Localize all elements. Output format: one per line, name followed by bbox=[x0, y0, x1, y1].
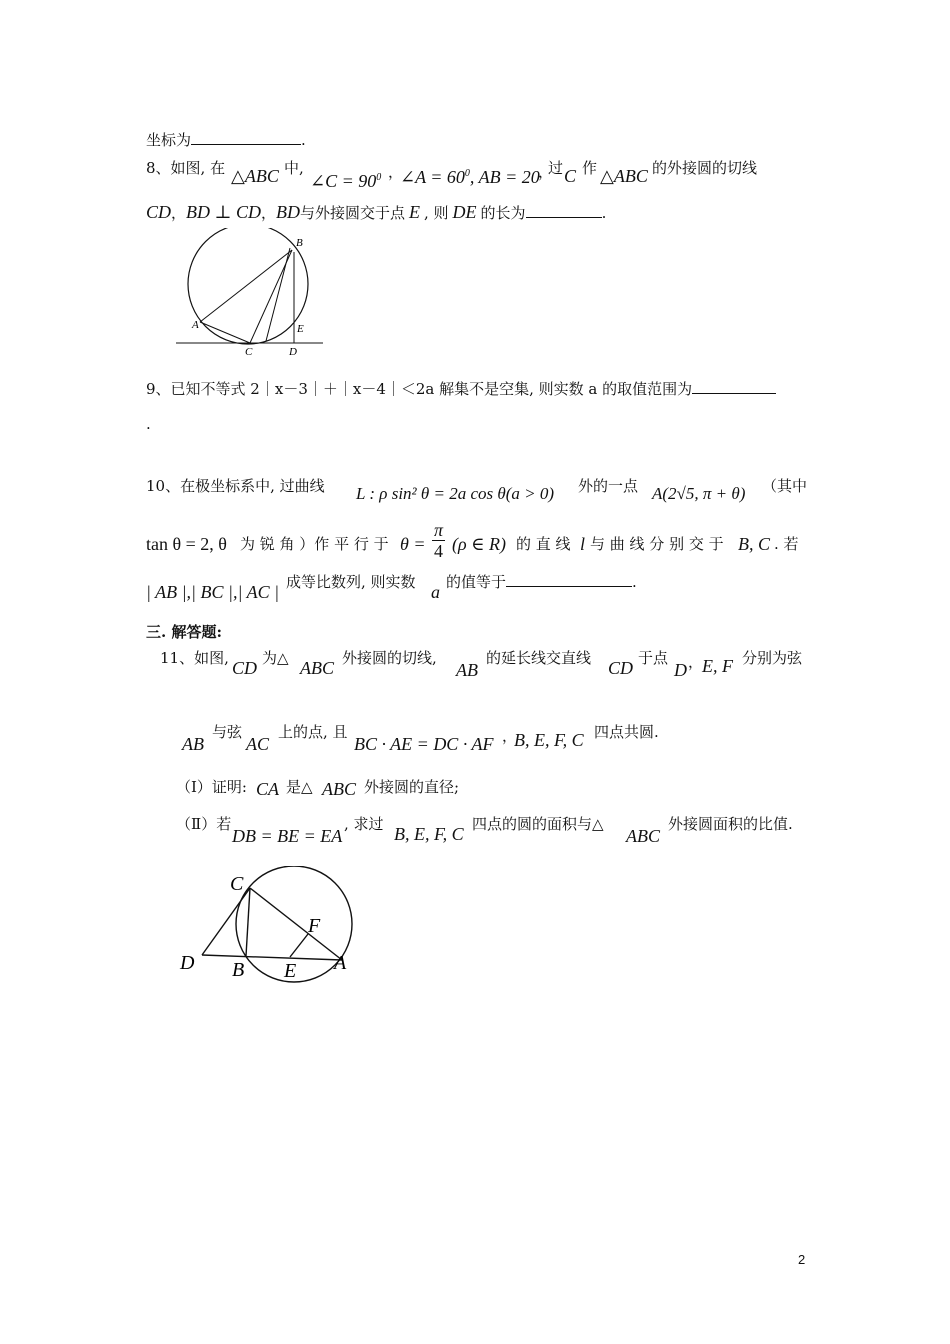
answer-blank-q9[interactable] bbox=[692, 379, 776, 394]
q10-points-bc: B, C bbox=[738, 534, 771, 554]
label-b: B bbox=[296, 237, 303, 249]
q10-theta-eq: θ = bbox=[400, 534, 426, 554]
q10-paren: （其中 bbox=[762, 477, 808, 495]
q11-cd: CD bbox=[232, 658, 258, 678]
q11-abc: ABC bbox=[300, 658, 334, 678]
label-c: C bbox=[245, 346, 253, 358]
segment-ba bbox=[200, 250, 292, 322]
q11-points: 上的点, 且 bbox=[278, 723, 348, 741]
q11-befc: B, E, F, C bbox=[514, 730, 584, 750]
label-f: F bbox=[308, 915, 321, 937]
q10-value-line: 的值等于 . bbox=[446, 573, 637, 591]
q10-meets: 与 曲 线 分 别 交 于 bbox=[590, 535, 724, 553]
q11-is2: 是△ bbox=[286, 778, 313, 796]
q11-diameter: 外接圆的直径; bbox=[364, 778, 460, 796]
q8-point-c: C bbox=[564, 166, 577, 186]
label-d: D bbox=[289, 346, 297, 358]
q11-and: 与弦 bbox=[212, 723, 243, 741]
q8-tangent-text: 的外接圆的切线 bbox=[652, 159, 758, 177]
q8-triangle-abc: △ABC bbox=[231, 166, 279, 186]
q11-ratio2: 外接圆面积的比值. bbox=[668, 815, 793, 833]
q10-line2 bbox=[146, 534, 227, 555]
q11-befc-2: B, E, F, C bbox=[394, 824, 464, 844]
q11-ab: AB bbox=[456, 660, 478, 680]
q10-abs-values: | AB |,| BC |,| AC | bbox=[146, 582, 280, 602]
q10-curve: L : ρ sin² θ = 2a cos θ(a > 0) bbox=[356, 484, 555, 503]
q8-angle-a: ∠A = $60^0$, AB = 20 bbox=[400, 167, 540, 187]
q10-acute: 为 锐 角 ）作 平 行 于 bbox=[240, 535, 389, 553]
q11-ab-2: AB bbox=[182, 734, 204, 754]
label-c: C bbox=[230, 873, 244, 895]
segment-be bbox=[266, 248, 290, 341]
q11-at: 于点 bbox=[638, 649, 669, 667]
q8-make: 作 bbox=[582, 159, 598, 177]
page-number: 2 bbox=[798, 1252, 806, 1267]
q10-point-a: A(2√5, π + θ) bbox=[652, 484, 746, 503]
q11-part2-label: （Ⅱ）若 bbox=[176, 815, 232, 833]
answer-blank-q8[interactable] bbox=[526, 203, 602, 218]
q8-angle-c: ∠C = $90^0$ bbox=[310, 171, 382, 191]
q10-outside: 外的一点 bbox=[578, 477, 639, 495]
q8-mid-text: 中, bbox=[284, 159, 304, 177]
q10-a: a bbox=[431, 582, 440, 602]
answer-blank-q10[interactable] bbox=[506, 572, 632, 587]
q11-concyclic: 四点共圆. bbox=[594, 723, 659, 741]
q11-part1-label: （Ⅰ）证明: bbox=[176, 778, 247, 796]
q11-cd-2: CD bbox=[608, 658, 634, 678]
q8-de: DE bbox=[452, 202, 477, 222]
q9-line bbox=[146, 379, 776, 399]
q9-text: 9、已知不等式 2｜x－3｜＋｜x－4｜＜2a 解集不是空集, 则实数 a 的取值范围为 bbox=[146, 380, 693, 398]
label-d: D bbox=[180, 952, 195, 974]
q8-cd: CD bbox=[146, 202, 172, 222]
q8-bd-perp-cd: BD ⊥ CD bbox=[186, 202, 261, 222]
label-b: B bbox=[232, 959, 245, 981]
q7-tail-end: . bbox=[301, 131, 306, 149]
q8-number: 8、如图, 在 bbox=[146, 159, 226, 177]
q10-line-text: 的 直 线 bbox=[516, 535, 571, 553]
q11-ratio: 四点的圆的面积与△ bbox=[472, 815, 604, 833]
figure-circle-abc bbox=[170, 228, 330, 358]
q7-tail-text: 坐标为 bbox=[146, 131, 192, 149]
figure-tangent-circle bbox=[176, 866, 366, 986]
answer-blank-q7[interactable] bbox=[191, 130, 301, 145]
q10-geo: 成等比数列, 则实数 bbox=[286, 573, 416, 591]
q8-triangle-abc-2: △ABC bbox=[600, 166, 648, 186]
q11-sep2: ， bbox=[502, 727, 518, 745]
label-a: A bbox=[334, 952, 347, 974]
q11-abc-2: ABC bbox=[322, 779, 356, 799]
q11-is: 为△ bbox=[262, 649, 289, 667]
q11-ca: CA bbox=[256, 779, 280, 799]
q10-number: 10、在极坐标系中, 过曲线 bbox=[146, 477, 325, 495]
segment-cb bbox=[246, 888, 250, 956]
q10-rho: (ρ ∈ R) bbox=[452, 534, 506, 554]
segment-dc bbox=[202, 888, 250, 955]
circumcircle bbox=[188, 228, 308, 344]
q11-find: , 求过 bbox=[344, 815, 384, 833]
q11-sep: ， bbox=[688, 653, 704, 671]
q8-line1 bbox=[146, 158, 225, 178]
q9-end: . bbox=[146, 415, 151, 433]
segment-da bbox=[202, 955, 342, 960]
segment-ef bbox=[290, 934, 308, 957]
q8-pass: 过 bbox=[548, 159, 564, 177]
q8-bd: BD bbox=[275, 202, 300, 222]
label-a: A bbox=[192, 319, 199, 331]
q11-ac: AC bbox=[246, 734, 270, 754]
label-e: E bbox=[284, 960, 297, 982]
q10-fraction: $\frac{\pi}{4}$ bbox=[434, 520, 444, 561]
q11-ext: 的延长线交直线 bbox=[486, 649, 592, 667]
q10-if: . 若 bbox=[774, 535, 799, 553]
q11-tangent: 外接圆的切线, bbox=[342, 649, 437, 667]
q11-abc-3: ABC bbox=[626, 826, 660, 846]
q10-tan: tan θ = 2, θ bbox=[146, 534, 227, 554]
q8-line2: CD，BD ⊥ CD，BD与外接圆交于点 E , 则 DE 的长为 . bbox=[146, 202, 607, 222]
q11-ef: E, F bbox=[702, 656, 733, 676]
q8-sep2: ， bbox=[538, 163, 554, 181]
q11-equation: BC · AE = DC · AF bbox=[354, 734, 494, 754]
q7-tail bbox=[146, 130, 306, 150]
q11-resp: 分别为弦 bbox=[742, 649, 803, 667]
section-title: 三. 解答题: bbox=[146, 623, 222, 641]
label-e: E bbox=[297, 323, 304, 335]
q11-number: 11、如图, bbox=[160, 649, 229, 667]
q8-sep1: ， bbox=[388, 163, 404, 181]
q11-condition: DB = BE = EA bbox=[232, 826, 343, 846]
q10-line-l: l bbox=[580, 534, 586, 554]
q11-d: D bbox=[674, 660, 687, 680]
q8-point-e: E bbox=[409, 202, 420, 222]
